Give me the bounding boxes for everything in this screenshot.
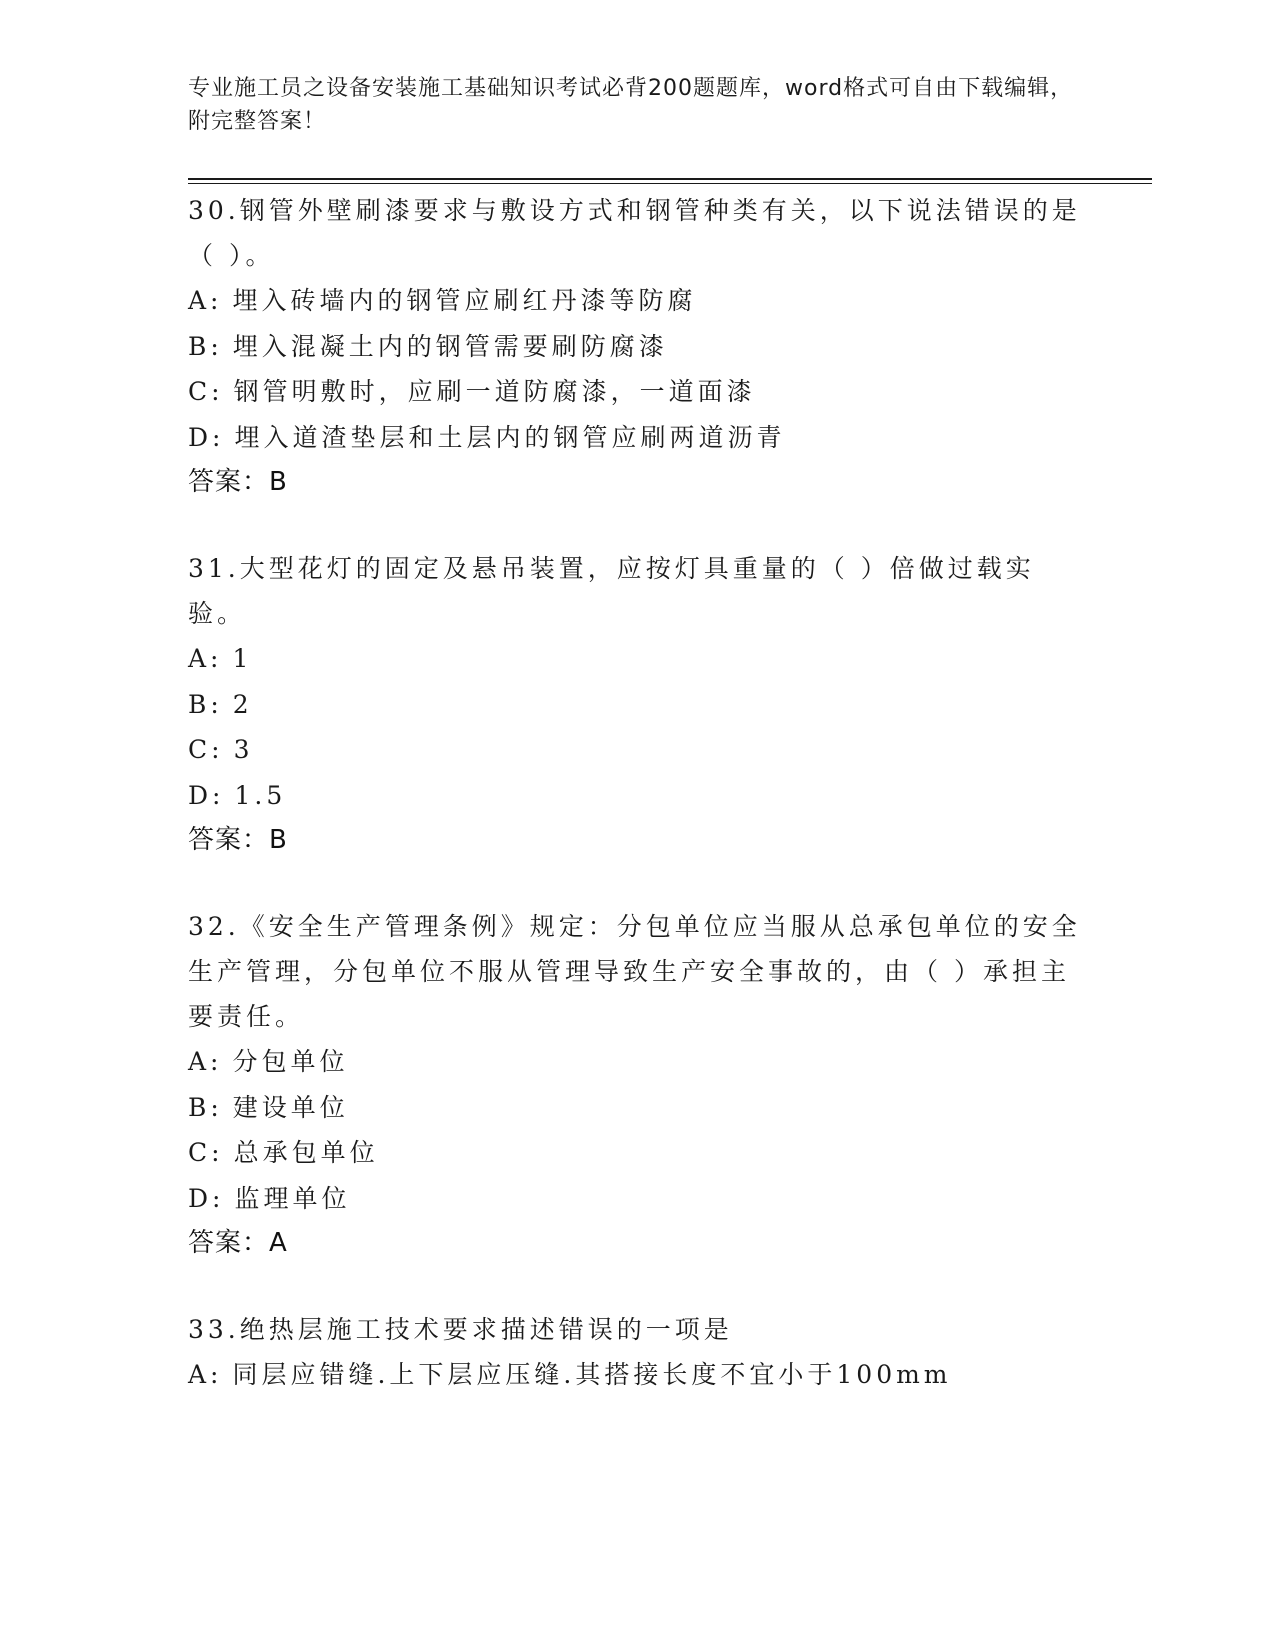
header-divider <box>188 178 1152 180</box>
option-text: 1.5 <box>234 780 287 810</box>
option-text: 埋入混凝土内的钢管需要刷防腐漆 <box>232 331 668 361</box>
option-key: D: <box>188 422 225 452</box>
option-c <box>188 1130 1088 1176</box>
option-a <box>188 636 1088 682</box>
question-item <box>188 904 1088 1266</box>
question-stem: 31.大型花灯的固定及悬吊装置，应按灯具重量的（ ）倍做过载实验。 <box>188 554 1035 628</box>
option-key: C: <box>188 735 224 764</box>
answer-line: 答案：B <box>188 467 288 497</box>
option-text: 同层应错缝.上下层应压缝.其搭接长度不宜小于100mm <box>232 1360 952 1389</box>
option-key: A: <box>188 644 223 673</box>
option-c <box>188 727 1088 773</box>
option-key: A: <box>188 286 223 315</box>
option-key: B: <box>188 689 223 719</box>
option-text: 分包单位 <box>232 1047 349 1076</box>
option-a <box>188 278 1088 324</box>
question-item <box>188 1307 1088 1398</box>
option-text: 埋入砖墙内的钢管应刷红丹漆等防腐 <box>232 286 697 315</box>
question-stem: 30.钢管外壁刷漆要求与敷设方式和钢管种类有关，以下说法错误的是（ ）。 <box>188 196 1081 270</box>
option-text: 监理单位 <box>234 1183 351 1213</box>
document-header: 专业施工员之设备安装施工基础知识考试必背200题题库，word格式可自由下载编辑，附完整答案！ <box>188 76 1074 134</box>
option-a <box>188 1352 1088 1398</box>
answer-line: 答案：B <box>188 825 288 855</box>
option-key: A: <box>188 1360 223 1389</box>
option-text: 建设单位 <box>232 1092 349 1122</box>
question-item <box>188 188 1088 505</box>
option-text: 埋入道渣垫层和土层内的钢管应刷两道沥青 <box>234 422 786 452</box>
option-key: A: <box>188 1047 223 1076</box>
option-d <box>188 1176 1088 1222</box>
option-b <box>188 682 1088 728</box>
option-d <box>188 773 1088 819</box>
option-text: 总承包单位 <box>233 1138 379 1167</box>
option-key: C: <box>188 377 224 406</box>
option-text: 钢管明敷时，应刷一道防腐漆，一道面漆 <box>233 377 756 406</box>
option-text: 2 <box>232 689 253 719</box>
option-text: 1 <box>232 644 253 673</box>
option-key: D: <box>188 780 225 810</box>
option-b <box>188 1085 1088 1131</box>
option-b <box>188 324 1088 370</box>
option-key: B: <box>188 331 223 361</box>
option-d <box>188 415 1088 461</box>
header-divider-thin <box>188 183 1152 184</box>
option-key: D: <box>188 1183 225 1213</box>
question-stem: 32.《安全生产管理条例》规定：分包单位应当服从总承包单位的安全生产管理，分包单位不服从管理导致生产安全事故的，由（ ）承担主要责任。 <box>188 912 1081 1031</box>
option-text: 3 <box>233 735 254 764</box>
question-item <box>188 546 1088 863</box>
option-key: C: <box>188 1138 224 1167</box>
option-c <box>188 369 1088 415</box>
question-stem: 33.绝热层施工技术要求描述错误的一项是 <box>188 1315 733 1344</box>
option-a <box>188 1039 1088 1085</box>
option-key: B: <box>188 1092 223 1122</box>
answer-line: 答案：A <box>188 1228 288 1258</box>
question-list <box>188 188 1088 1439</box>
